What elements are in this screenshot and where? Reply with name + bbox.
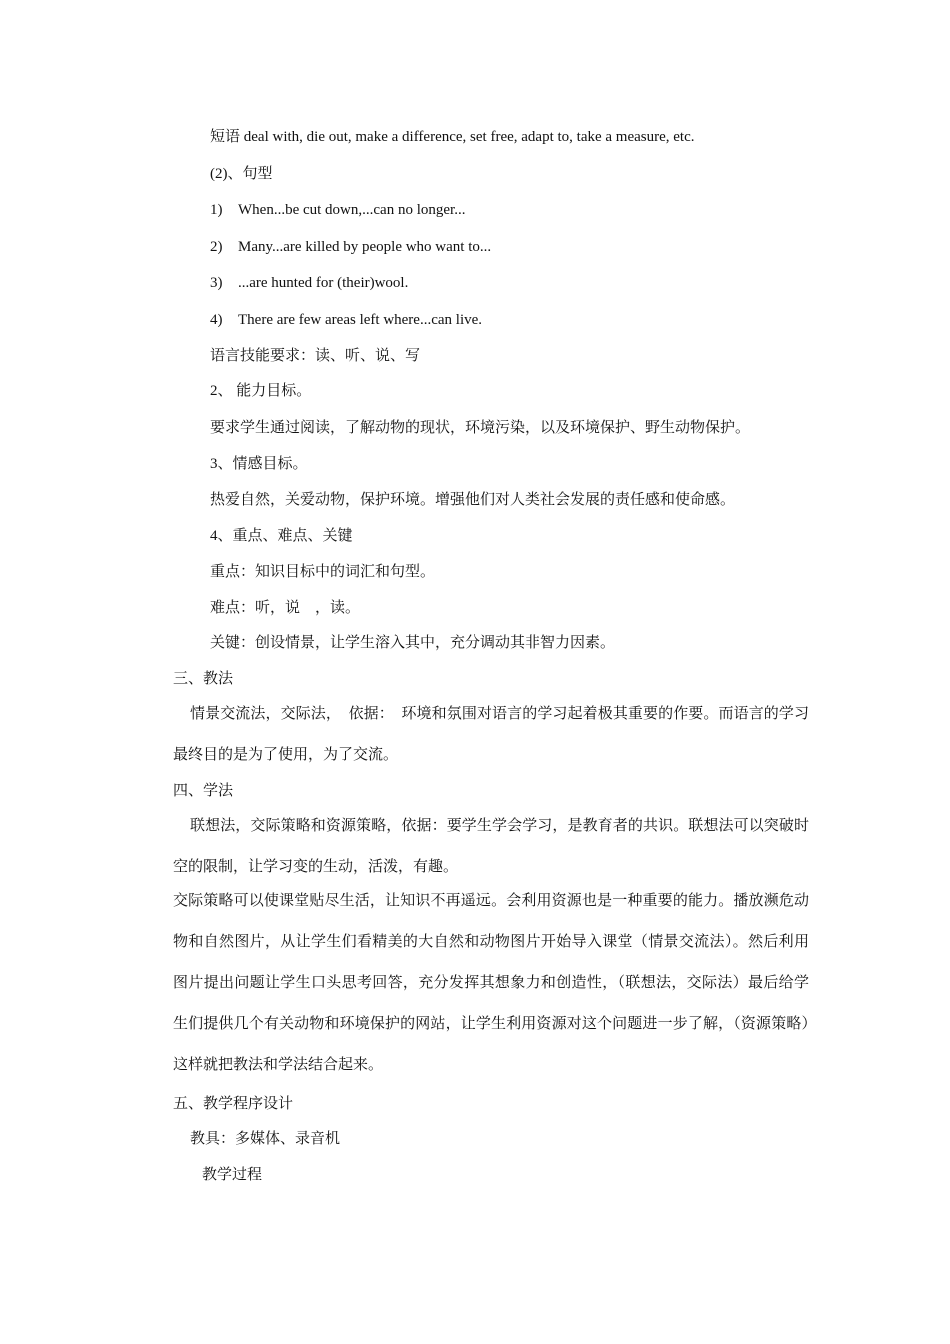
teaching-process-line: 教学过程 xyxy=(202,1167,263,1183)
key-point-line: 重点：知识目标中的词汇和句型。 xyxy=(210,564,436,580)
sentence-item-4 xyxy=(210,310,482,330)
sentence-item-2 xyxy=(210,237,491,257)
sentence-item-1 xyxy=(210,200,465,220)
key-heading: 4、重点、难点、关键 xyxy=(210,528,353,544)
sentence-text: ...are hunted for (their)wool. xyxy=(238,275,409,291)
section-4-paragraph-2: 交际策略可以使课堂贴尽生活，让知识不再遥远。会利用资源也是一种重要的能力。播放濒危动物和自然图片，从让学生们看精美的大自然和动物图片开始导入课堂（情景交流法）。然后利用图片提出问题让学生口头思考回答，充分发挥其想象力和创造性，（联想法，交际法）最后给学生们提供几个有关动物和环境保护的网站，让学生利用资源对这个问题进一步了解，（资源策略）这样就把教法和学法结合起来。 xyxy=(173,893,809,1073)
ability-heading: 2、 能力目标。 xyxy=(210,383,312,399)
sentence-text: When...be cut down,...can no longer... xyxy=(238,202,466,218)
sentence-pattern-heading: (2)、句型 xyxy=(210,166,273,182)
emotion-heading: 3、情感目标。 xyxy=(210,456,308,472)
language-skills-line: 语言技能要求：读、听、说、写 xyxy=(210,348,421,364)
sentence-number: 1) xyxy=(210,202,223,218)
teaching-tools-line: 教具：多媒体、录音机 xyxy=(190,1131,341,1147)
sentence-text: Many...are killed by people who want to... xyxy=(238,239,492,255)
ability-text: 要求学生通过阅读，了解动物的现状，环境污染，以及环境保护、野生动物保护。 xyxy=(210,420,751,436)
sentence-number: 2) xyxy=(210,239,223,255)
sentence-number: 3) xyxy=(210,275,223,291)
section-3-paragraph: 情景交流法，交际法， 依据： 环境和氛围对语言的学习起着极其重要的作要。而语言的学习最终目的是为了使用，为了交流。 xyxy=(173,706,809,763)
emotion-text: 热爱自然，关爱动物，保护环境。增强他们对人类社会发展的责任感和使命感。 xyxy=(210,492,736,508)
sentence-number: 4) xyxy=(210,312,223,328)
sentence-text: There are few areas left where...can live. xyxy=(238,312,483,328)
phrases-line: 短语 deal with, die out, make a difference, set free, adapt to, take a measure, etc. xyxy=(210,129,695,145)
section-3-title: 三、教法 xyxy=(173,671,234,687)
section-4-title: 四、学法 xyxy=(173,783,234,799)
section-5-title: 五、教学程序设计 xyxy=(173,1096,294,1112)
difficulty-line: 难点：听，说 ，读。 xyxy=(210,600,361,616)
section-4-paragraph-1: 联想法，交际策略和资源策略，依据：要学生学会学习，是教育者的共识。联想法可以突破时空的限制，让学习变的生动，活泼，有趣。 xyxy=(173,818,809,875)
key-line: 关键：创设情景，让学生溶入其中，充分调动其非智力因素。 xyxy=(210,635,616,651)
sentence-item-3 xyxy=(210,273,408,293)
